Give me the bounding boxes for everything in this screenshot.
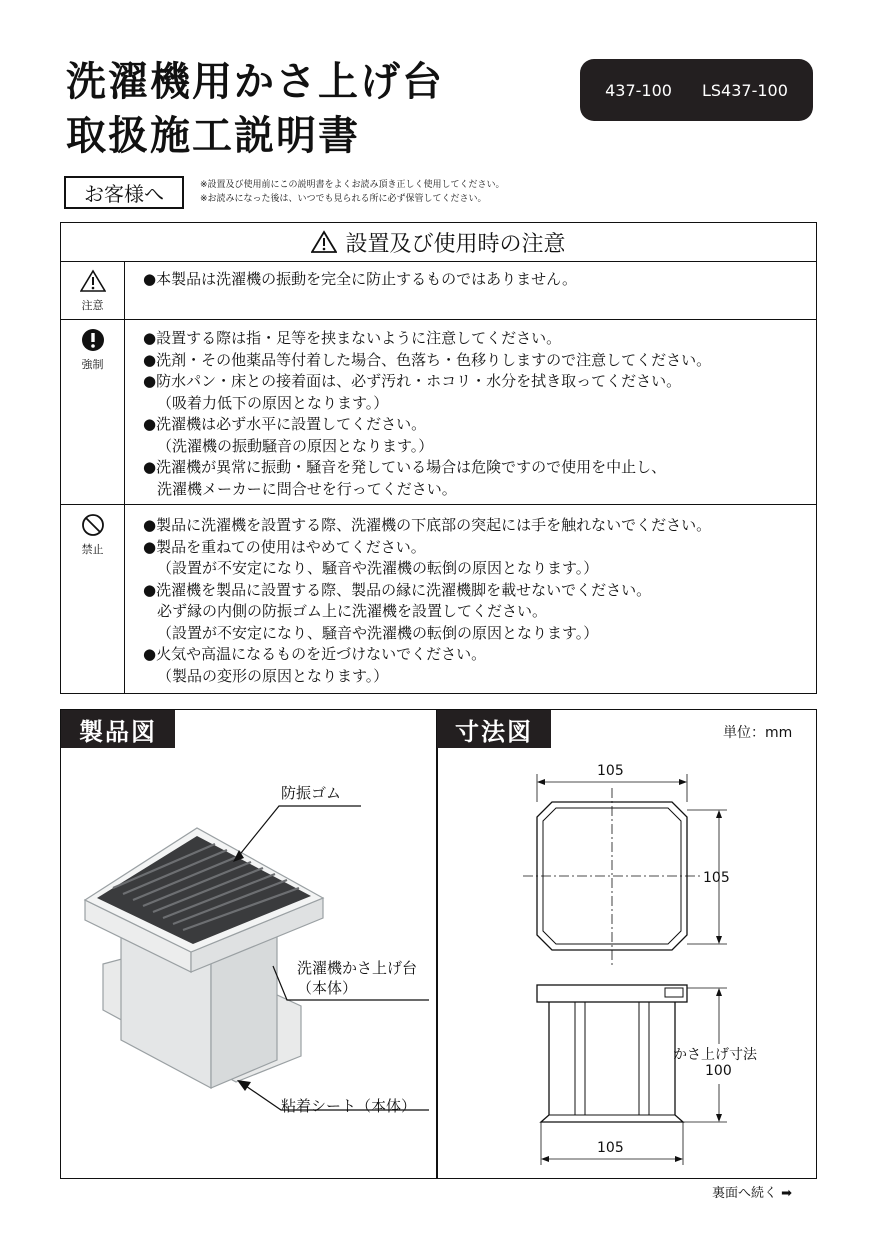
caution-heading — [61, 223, 816, 262]
row-icon-cell — [61, 505, 125, 693]
product-diagram-tab: 製品図 — [61, 710, 175, 748]
row-text — [143, 515, 711, 687]
model-number-1: 437-100 — [605, 80, 672, 100]
unit-label: 単位：mm — [723, 725, 793, 741]
caution-line: ●製品を重ねての使用はやめてください。 — [143, 537, 426, 556]
caution-row-prohibited — [61, 505, 816, 693]
warning-triangle-icon — [80, 269, 106, 293]
dim-lift-label: かさ上げ寸法 — [673, 1047, 757, 1063]
caution-row-warning — [61, 261, 816, 320]
dim-lift-value: 100 — [705, 1063, 732, 1079]
title-line-1: 洗濯機用かさ上げ台 — [66, 59, 444, 105]
dim-bottom-width: 105 — [597, 1140, 624, 1156]
customer-note-1: ※設置及び使用前にこの説明書をよくお読み頂き正しく使用してください。 — [200, 180, 505, 190]
warning-triangle-icon — [311, 230, 337, 254]
caution-line: ●本製品は洗濯機の振動を完全に防止するものではありません。 — [143, 270, 577, 288]
caution-line: （設置が不安定になり、騒音や洗濯機の転倒の原因となります。） — [157, 559, 599, 577]
label-body-2: （本体） — [297, 979, 358, 997]
dimension-diagram-tab: 寸法図 — [437, 710, 551, 748]
caution-line: （製品の変形の原因となります。） — [157, 666, 389, 685]
row-text — [143, 328, 711, 500]
caution-line: ●洗剤・その他薬品等付着した場合、色落ち・色移りしますので注意してください。 — [143, 350, 712, 369]
label-body-1: 洗濯機かさ上げ台 — [297, 959, 418, 977]
caution-line: ●防水パン・床との接着面は、必ず汚れ・ホコリ・水分を拭き取ってください。 — [143, 372, 682, 390]
caution-line: ●製品に洗濯機を設置する際、洗濯機の下底部の突起には手を触れないでください。 — [143, 516, 712, 534]
dim-top-width: 105 — [597, 763, 624, 779]
caution-line: ●設置する際は指・足等を挟まないように注意してください。 — [143, 329, 562, 347]
dimension-diagram-panel — [436, 709, 817, 1179]
caution-line: （設置が不安定になり、騒音や洗濯機の転倒の原因となります。） — [157, 623, 599, 642]
caution-heading-text: 設置及び使用時の注意 — [345, 231, 566, 257]
row-icon-label: 注意 — [81, 299, 104, 312]
dimension-drawing — [437, 710, 816, 1178]
dim-top-depth: 105 — [703, 870, 730, 886]
caution-table — [60, 222, 817, 694]
label-rubber: 防振ゴム — [281, 784, 342, 802]
model-number-box — [580, 59, 813, 121]
row-text — [143, 269, 577, 291]
prohibited-circle-icon — [81, 513, 105, 537]
customer-note-2: ※お読みになった後は、いつでも見られる所に必ず保管してください。 — [200, 194, 487, 204]
caution-line: 洗濯機メーカーに問合せを行ってください。 — [157, 479, 457, 498]
caution-line: ●洗濯機を製品に設置する際、製品の縁に洗濯機脚を載せないでください。 — [143, 580, 652, 599]
caution-line: 必ず縁の内側の防振ゴム上に洗濯機を設置してください。 — [157, 602, 548, 620]
caution-line: ●洗濯機は必ず水平に設置してください。 — [143, 415, 427, 433]
label-sheet: 粘着シート（本体） — [281, 1097, 417, 1115]
row-icon-label: 強制 — [81, 358, 104, 371]
continue-to-back-note: 裏面へ続く ➡ — [712, 1186, 793, 1201]
customer-label: お客様へ — [64, 176, 184, 209]
row-icon-label: 禁止 — [81, 543, 104, 556]
mandatory-exclamation-icon — [81, 328, 105, 352]
caution-line: ●火気や高温になるものを近づけないでください。 — [143, 645, 487, 663]
title-line-2: 取扱施工説明書 — [66, 113, 360, 159]
caution-line: （吸着力低下の原因となります。） — [157, 393, 389, 412]
model-number-2: LS437-100 — [701, 80, 788, 100]
product-diagram-panel — [60, 709, 438, 1179]
row-icon-cell — [61, 261, 125, 319]
caution-row-mandatory — [61, 320, 816, 505]
caution-line: （洗濯機の振動騒音の原因となります。） — [157, 436, 434, 455]
caution-line: ●洗濯機が異常に振動・騒音を発している場合は危険ですので使用を中止し、 — [143, 458, 667, 476]
row-icon-cell — [61, 320, 125, 504]
